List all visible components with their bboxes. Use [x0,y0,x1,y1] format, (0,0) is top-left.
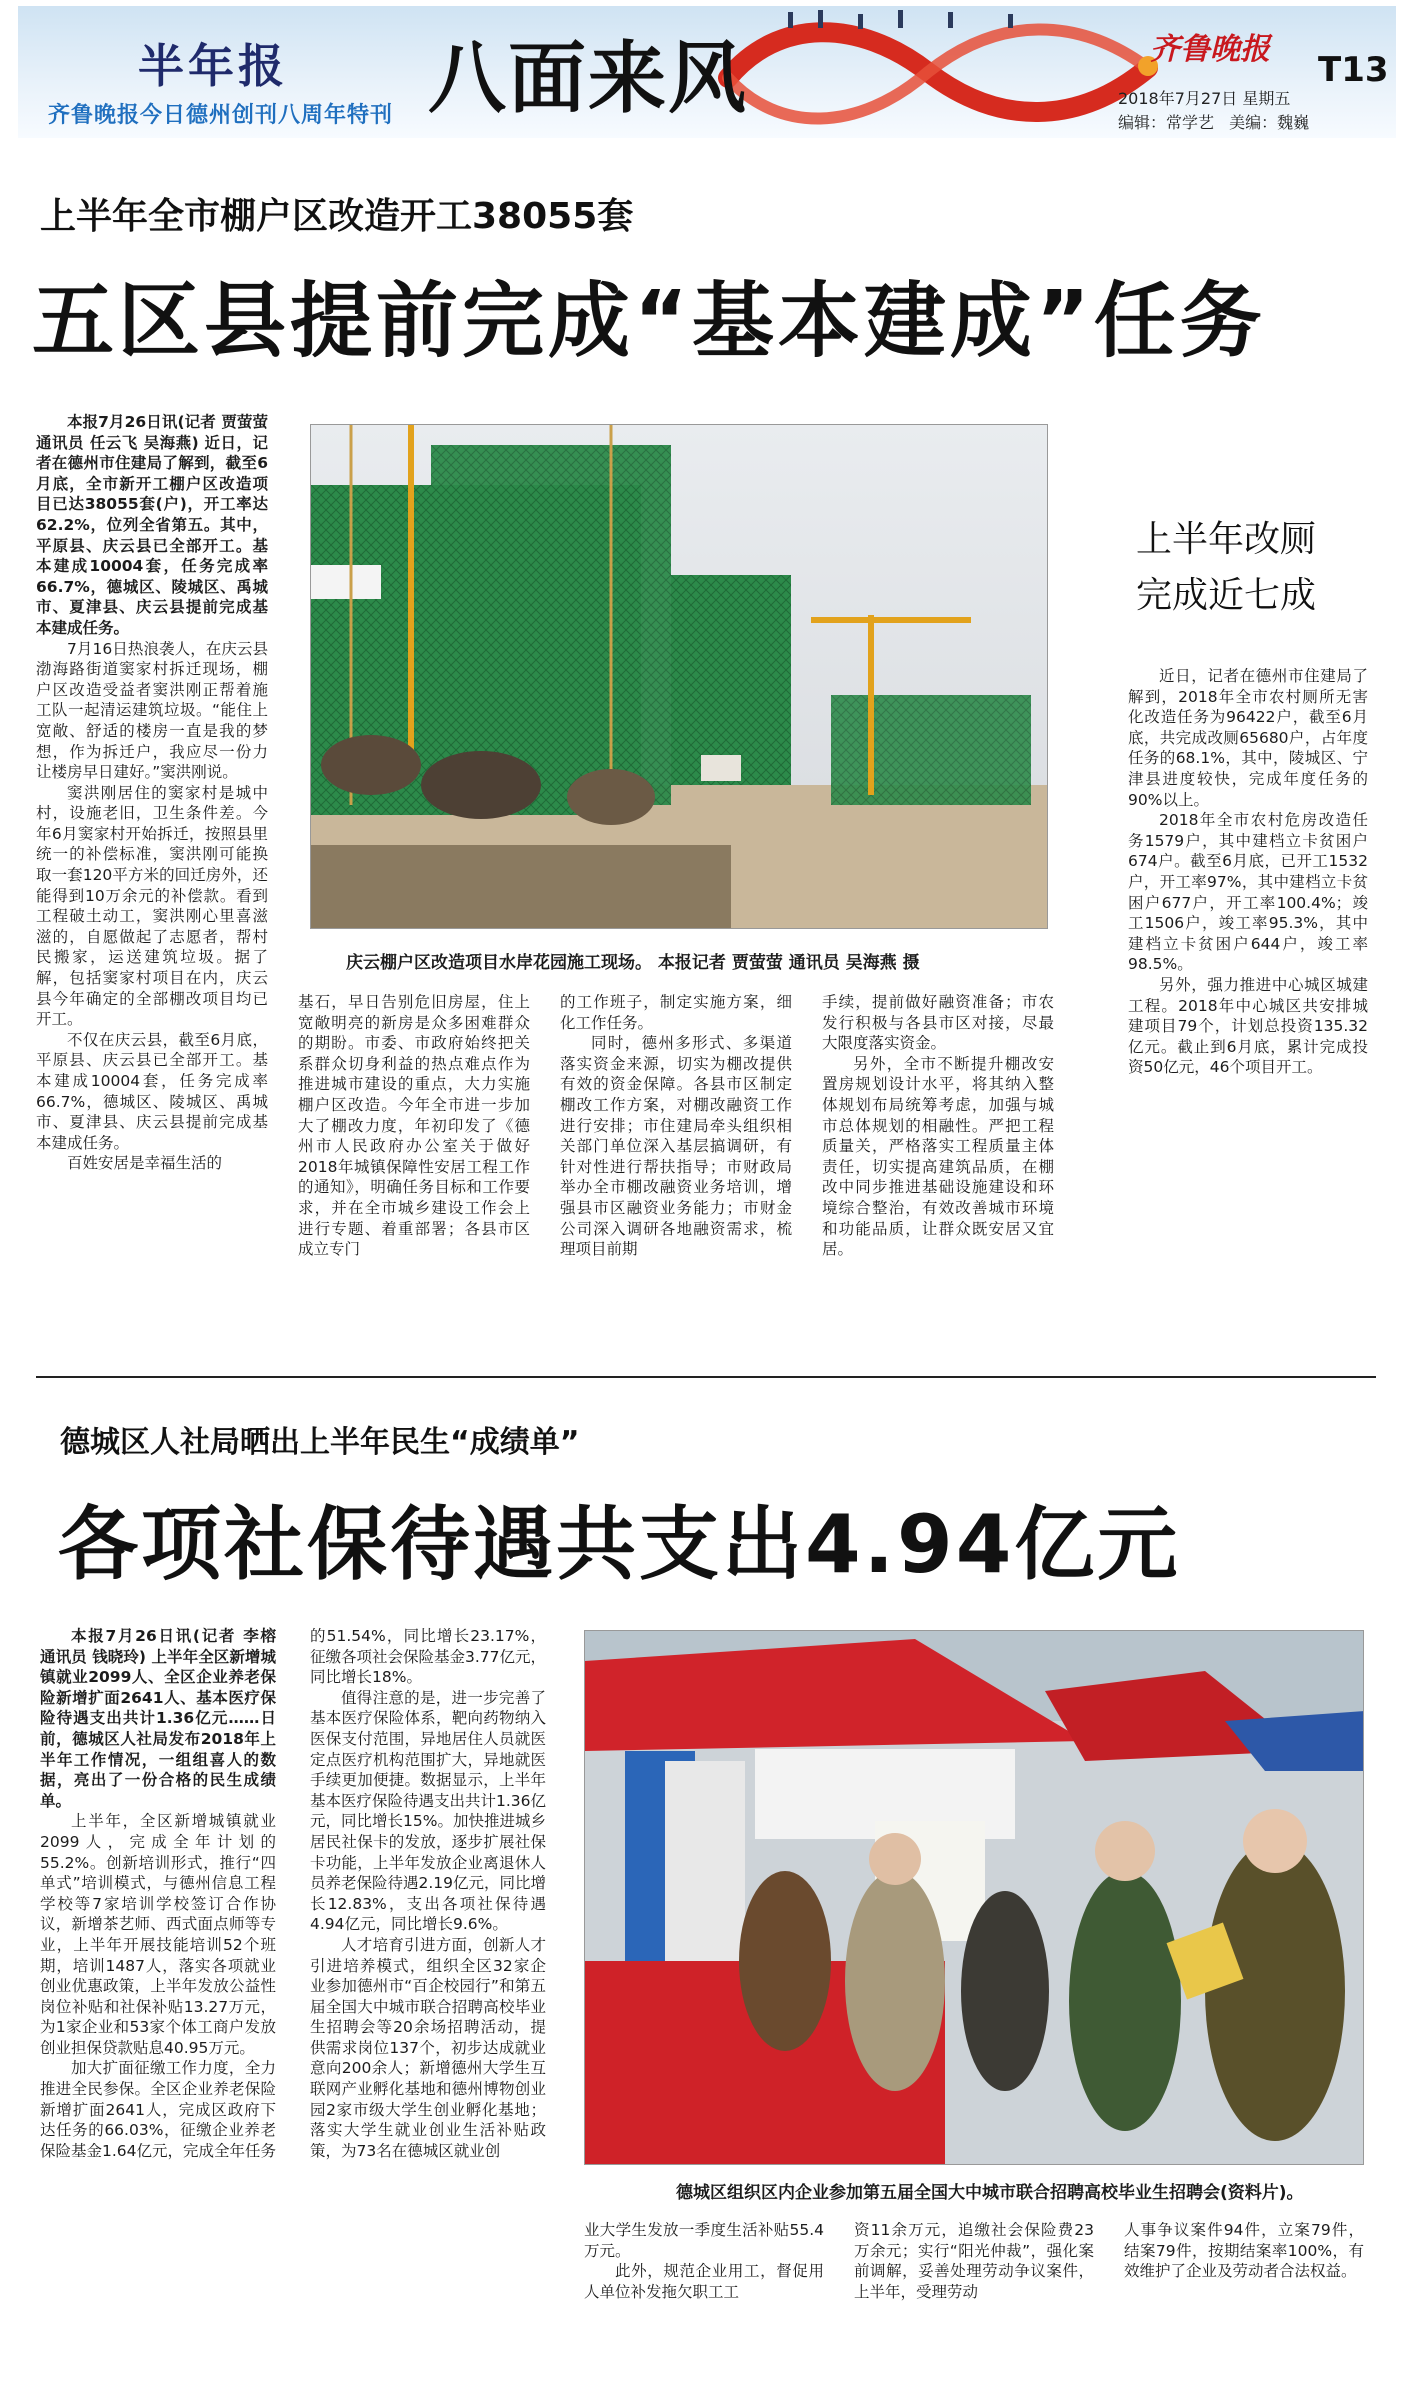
article1-para: 另外，全市不断提升棚改安置房规划设计水平，将其纳入整体规划布局统筹考虑，加强与城市总体规划的相融性。严把工程质量关，严格落实工程质量主体责任，切实提高建筑品质，在棚改中同步推进基础设施建设和环境综合整治，有效改善城市环境和功能品质，让群众既安居又宜居。 [822,1054,1054,1259]
article2-para: 上半年，全区新增城镇就业2099人，完成全年计划的55.2%。创新培训形式，推行“四单式”培训模式，与德州信息工程学校等7家培训学校签订合作协议，新增茶艺师、西式面点师等专业，上半年开展技能培训52个班期，培训1487人，落实各项就业创业优惠政策，上半年发放公益性岗位补贴和社保补贴13.27万元，为1家企业和53家个体工商户发放创业担保贷款贴息40.95万元。 [40,1812,276,2057]
article1-para: 7月16日热浪袭人，在庆云县渤海路街道窦家村拆迁现场，棚户区改造受益者窦洪刚正帮着施工队一起清运建筑垃圾。“能住上宽敞、舒适的楼房一直是我的梦想，作为拆迁户，我应尽一份力让楼房早日建好。”窦洪刚说。 [36,639,268,782]
article2-para: 人才培育引进方面，创新人才引进培养模式，组织全区32家企业参加德州市“百企校园行”和第五届全国大中城市联合招聘高校毕业生招聘会等20余场招聘活动，提供需求岗位137个，初步达成就业意向200余人；新增德州大学生互联网产业孵化基地和德州博物创业园2家市级大学生创业孵化基地；落实大学生就业创业生活补贴政策，为73名在德城区就业创 [310,1935,546,2160]
article2-para: 资11余万元，追缴社会保险费23万余元；实行“阳光仲裁”，强化案前调解，妥善处理劳动争议案件，上半年，受理劳动 [854,2221,1094,2301]
article2-column-2 [310,1626,546,2374]
article1-para: 百姓安居是幸福生活的 [67,1154,223,1173]
article2-para: 值得注意的是，进一步完善了基本医疗保险体系，靶向药物纳入医保支付范围，异地居住人员就医定点医疗机构范围扩大，异地就医手续更加便捷。数据显示，上半年基本医疗保险待遇支出共计1.36亿元，同比增长15%。加快推进城乡居民社保卡的发放，逐步扩展社保卡功能，上半年发放企业离退休人员养老保险待遇2.19亿元，同比增长12.83%，支出各项社保待遇4.94亿元，同比增长9.6%。 [310,1688,546,1934]
article2-para: 业大学生发放一季度生活补贴55.4万元。 [584,2221,824,2260]
article1-kicker: 上半年全市棚户区改造开工38055套 [40,196,634,237]
construction-photo-caption: 庆云棚户区改造项目水岸花园施工现场。 本报记者 贾萤萤 通讯员 吴海燕 摄 [346,953,920,973]
sidebar-title-line: 上半年改厕 [1136,519,1317,560]
editor-name: 编辑：常学艺 [1118,113,1215,132]
half-year-label: 半年报 [138,39,288,93]
article2-column-4 [854,2220,1094,2380]
infinity-ribbon-graphic [708,8,1178,136]
article2-column-3 [584,2220,824,2380]
job-fair-photo [584,1630,1364,2165]
article2-para: 加大扩面征缴工作力度，全力推进全民参保。全区企业养老保险新增扩面2641人，完成区政府下达任务的66.03%，征缴企业养老保险基金1.64亿元，完成全年任务 [40,2059,276,2160]
article2-para: 本报7月26日讯(记者 李榕 通讯员 钱晓玲) 上半年全区新增城镇就业2099人、全区企业养老保险新增扩面2641人、基本医疗保险待遇支出共计1.36亿元……日前，德城区人社局发布2018年上半年工作情况，一组组喜人的数据，亮出了一份合格的民生成绩单。 [40,1627,276,1810]
article1-para: 本报7月26日讯(记者 贾萤萤 通讯员 任云飞 吴海燕) 近日，记者在德州市住建局了解到，截至6月底，全市新开工棚户区改造项目已达38055套(户)，开工率达62.2%，位列全省第五。其中，平原县、庆云县已全部开工。基本建成10004套，任务完成率66.7%，德城区、陵城区、禹城市、夏津县、庆云县提前完成基本建成任务。 [36,413,268,637]
editor-credits [1118,110,1319,133]
sidebar-title [1136,512,1316,624]
sidebar-title-line: 完成近七成 [1136,575,1317,616]
newspaper-logo: 齐鲁晚报 [1150,32,1270,67]
article1-para: 基石，早日告别危旧房屋，住上宽敞明亮的新房是众多困难群众的期盼。市委、市政府始终把关系群众切身利益的热点难点作为推进城市建设的重点，大力实施棚户区改造。今年全市进一步加大了棚改力度，年初印发了《德州市人民政府办公室关于做好2018年城镇保障性安居工程工作的通知》，明确任务目标和工作要求，并在全市城乡建设工作会上进行专题、着重部署；各县市区成立专门 [298,993,530,1259]
article1-column-4 [822,992,1054,1342]
article1-para: 窦洪刚居住的窦家村是城中村，设施老旧，卫生条件差。今年6月窦家村开始拆迁，按照县里统一的补偿标准，窦洪刚可能换取一套120平方米的回迁房外，还能得到10万余元的补偿款。看到工程破土动工，窦洪刚心里喜滋滋的，自愿做起了志愿者，帮村民搬家，运送建筑垃圾。据了解，包括窦家村项目在内，庆云县今年确定的全部棚改项目均已开工。 [36,783,268,1029]
article2-kicker: 德城区人社局晒出上半年民生“成绩单” [60,1425,580,1460]
sidebar-para: 近日，记者在德州市住建局了解到，2018年全市农村厕所无害化改造任务为96422户，截至6月底，共完成改厕65680户，占年度任务的68.1%，其中，陵城区、宁津县进度较快，完成年度任务的90%以上。 [1128,667,1368,809]
article1-para: 不仅在庆云县，截至6月底，平原县、庆云县已全部开工。基本建成10004套，任务完成率66.7%，德城区、陵城区、禹城市、夏津县、庆云县提前完成基本建成任务。 [36,1030,268,1152]
article1-para: 的工作班子，制定实施方案，细化工作任务。 [560,993,792,1032]
masthead-banner [18,6,1396,138]
sidebar-para: 2018年全市农村危房改造任务1579户，其中建档立卡贫困户674户。截至6月底，已开工1532户，开工率97%，其中建档立卡贫困户677户，开工率100.4%；竣工1506户，竣工率95.3%，其中建档立卡贫困户644户，竣工率98.5%。 [1128,811,1368,974]
construction-site-photo [310,424,1048,929]
sidebar-para: 另外，强力推进中心城区城建工程。2018年中心城区共安排城建项目79个，计划总投资135.32亿元。截止到6月底，累计完成投资50亿元，46个项目开工。 [1128,975,1368,1077]
article2-column-1 [40,1626,276,2374]
article1-headline: 五区县提前完成“基本建成”任务 [32,274,1266,369]
article2-para: 人事争议案件94件，立案79件，结案79件，按期结案率100%，有效维护了企业及劳动者合法权益。 [1124,2221,1364,2281]
article1-para: 手续，提前做好融资准备；市农发行积极与各县市区对接，尽最大限度落实资金。 [822,993,1054,1053]
article1-column-1 [36,412,268,1337]
article2-para: 的51.54%，同比增长23.17%，征缴各项社会保险基金3.77亿元，同比增长18%。 [310,1627,546,1687]
job-fair-photo-caption: 德城区组织区内企业参加第五届全国大中城市联合招聘高校毕业生招聘会(资料片)。 [676,2183,1304,2203]
section-title: 八面来风 [428,33,749,124]
article2-column-5 [1124,2220,1364,2380]
article1-para: 同时，德州多形式、多渠道落实资金来源，切实为棚改提供有效的资金保障。各县市区制定棚改工作方案，对棚改融资工作进行安排；市住建局牵头组织相关部门单位深入基层搞调研，有针对性进行帮扶指导；市财政局举办全市棚改融资业务培训，增强县市区融资业务能力；市财金公司深入调研各地融资需求，梳理项目前期 [560,1034,792,1259]
sidebar-column [1128,666,1368,1336]
masthead-subtitle: 齐鲁晚报今日德州创刊八周年特刊 [48,103,394,128]
article1-column-3 [560,992,792,1342]
article1-column-2 [298,992,530,1342]
page-number: T13 [1318,50,1389,90]
article2-para: 此外，规范企业用工，督促用人单位补发拖欠职工工 [584,2262,824,2301]
section-divider [36,1376,1376,1378]
designer-name: 美编：魏巍 [1229,113,1310,132]
article2-headline: 各项社保待遇共支出4.94亿元 [58,1498,1181,1591]
issue-date: 2018年7月27日 星期五 [1118,89,1291,108]
